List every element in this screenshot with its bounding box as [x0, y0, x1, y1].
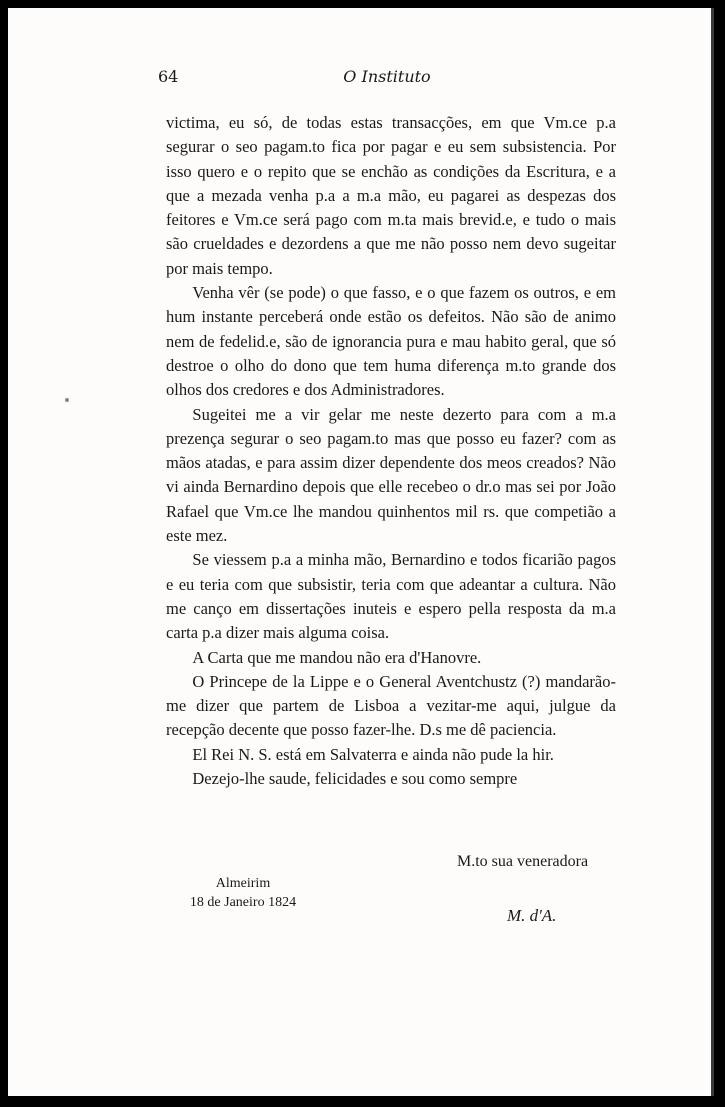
paragraph: A Carta que me mandou não era d'Hanovre.: [192, 647, 482, 667]
paragraph: Venha vêr (se pode) o que fasso, e o que fazem os outros, e em hum instante perceberá onde estão os defeitos. Não são de animo nem de fedelid.e, são de ignorancia pura e mau habito geral, que só destroe o olho do dono que tem huma diferença m.to grande dos olhos dos credores e dos Administradores.: [166, 283, 616, 400]
paragraph: victima, eu só, de todas estas transacções, em que Vm.ce p.a segurar o seo pagam.to fica por pagar e eu sem subsistencia. Por isso quero e o repito que se enchão as condições da Escritura, e a que a mezada venha p.a a m.a mão, eu pagarei as despezas dos feitores e Vm.ce será pago com m.ta mais brevid.e, e tudo o mais são crueldades e dezordens a que me não posso nem devo sugeitar por mais tempo.: [166, 113, 616, 278]
place-city: Almeirim: [215, 876, 271, 891]
place-and-date: [188, 874, 298, 912]
letter-body: [166, 111, 616, 791]
paragraph: Dezejo-lhe saude, felicidades e sou como sempre: [192, 769, 518, 789]
page-number: 64: [158, 67, 179, 86]
letter-date: 18 de Janeiro 1824: [189, 895, 297, 910]
scan-speck: [65, 398, 69, 402]
paragraph: El Rei N. S. está em Salvaterra e ainda não pude la hir.: [192, 744, 554, 764]
closing-line: M.to sua veneradora: [457, 853, 589, 870]
paragraph: Sugeitei me a vir gelar me neste dezerto para com a m.a prezença segurar o seo pagam.to mas que posso eu fazer? com as mãos atadas, e para assim dizer dependente dos meos creados? Não vi ainda Bernardino depois que elle recebeo o dr.o mas sei por João Rafael que Vm.ce lhe mandou quinhentos mil rs. que competião a este mez.: [166, 404, 616, 546]
running-title: O Instituto: [343, 67, 431, 86]
paragraph: Se viessem p.a a minha mão, Bernardino e todos ficarião pagos e eu teria com que subsistir, teria com que adeantar a cultura. Não me canço em dissertações inuteis e espero pella resposta da m.a carta p.a dizer mais alguma coisa.: [166, 550, 616, 643]
paragraph: O Princepe de la Lippe e o General Aventchustz (?) mandarão-me dizer que partem de Lisboa a vezitar-me aqui, julgue da recepção decente que posso fazer-lhe. D.s me dê paciencia.: [166, 671, 616, 740]
document-page: [8, 8, 714, 1096]
page-header: [158, 67, 616, 91]
signature: M. d'A.: [507, 906, 557, 925]
